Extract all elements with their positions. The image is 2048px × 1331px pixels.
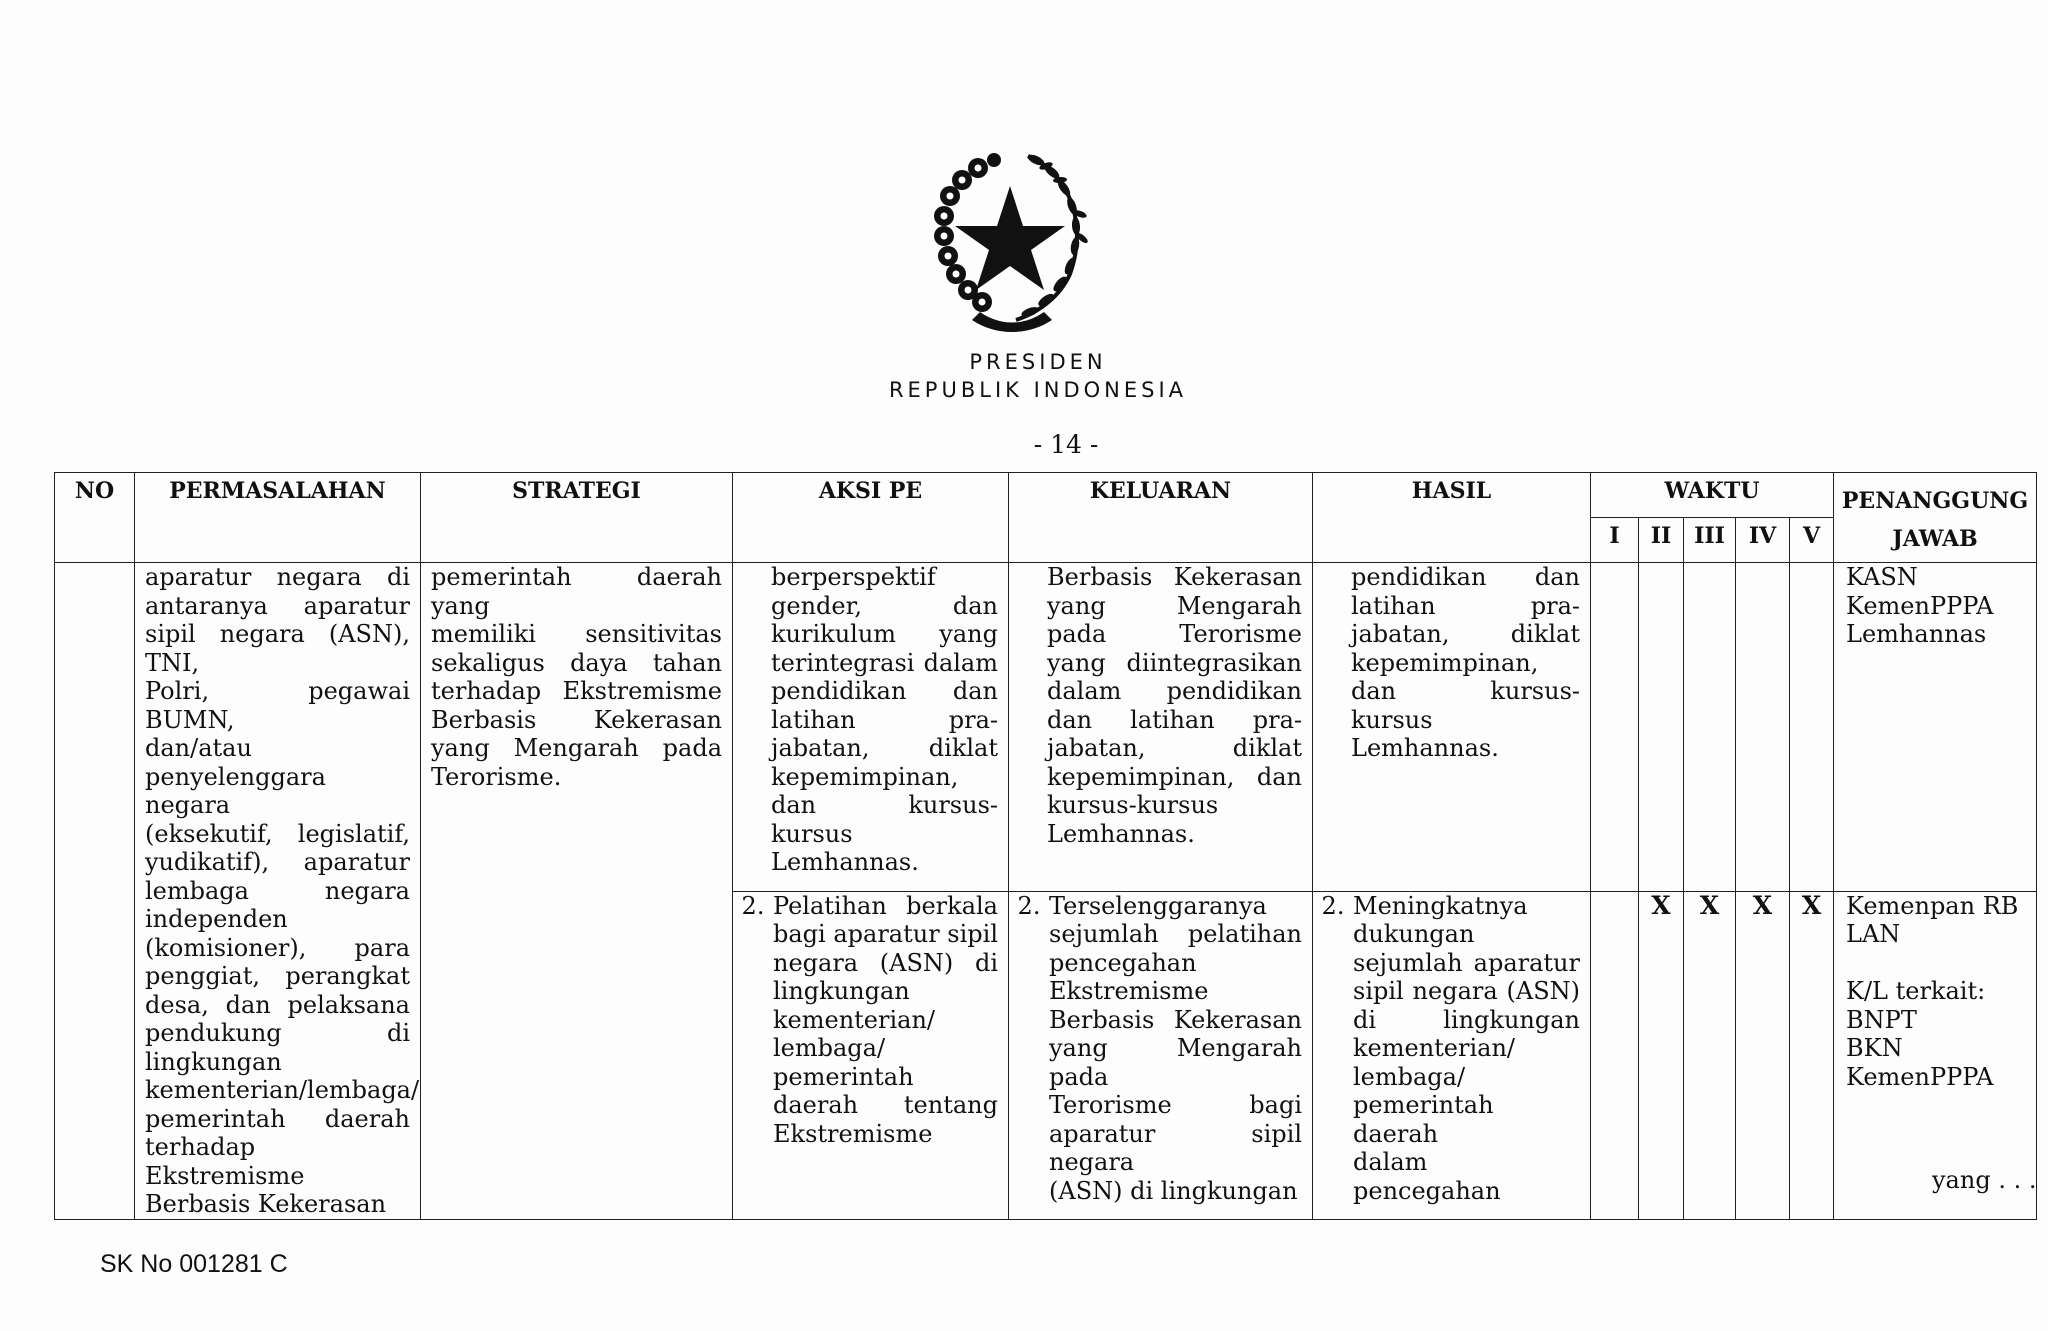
text-line: kementerian/lembaga/ xyxy=(145,1076,420,1104)
text-line: sejumlah aparatur xyxy=(1353,948,1580,977)
continuation-marker: yang . . . xyxy=(1932,1166,2037,1194)
text-line: kepemimpinan, dan xyxy=(1047,762,1302,791)
text-line: (komisioner), para xyxy=(145,933,410,962)
col-header-keluaran: KELUARAN xyxy=(1009,473,1313,563)
aksi-number: 2. xyxy=(741,891,765,920)
text-line: KemenPPPA xyxy=(1846,591,1994,620)
text-line: Berbasis Kekerasan xyxy=(145,1190,387,1218)
text-line: aparatur negara di xyxy=(145,563,410,591)
text-line: pendidikan dan xyxy=(771,677,998,705)
text-line: K/L terkait: xyxy=(1846,977,1986,1005)
text-line: KemenPPPA xyxy=(1846,1062,1994,1091)
action-plan-table xyxy=(54,472,2037,1220)
text-line: bagi aparatur sipil xyxy=(773,920,999,948)
text-line: yang Mengarah xyxy=(1047,591,1302,620)
col-header-no: NO xyxy=(55,473,135,563)
text-line: latihan pra- xyxy=(771,705,998,734)
waktu-col-4: IV xyxy=(1736,518,1790,563)
permasalahan-cell xyxy=(135,563,421,1220)
text-line: dalam pendidikan xyxy=(1047,677,1302,705)
text-line: jabatan, diklat xyxy=(771,734,998,762)
text-line: dan latihan pra- xyxy=(1047,705,1302,734)
col-header-permasalahan: PERMASALAHAN xyxy=(135,473,421,563)
hasil-text-1 xyxy=(1313,563,1590,763)
text-line: penggiat, perangkat xyxy=(145,962,410,990)
waktu-2-5: X xyxy=(1790,891,1834,1219)
text-line: dan kursus- xyxy=(1351,677,1580,705)
text-line: Terorisme. xyxy=(431,762,562,791)
text-line: Pelatihan berkala xyxy=(773,891,998,920)
text-line: Polri, pegawai BUMN, xyxy=(145,677,410,734)
text-line: pendukung di xyxy=(145,1019,410,1047)
text-line: pemerintah xyxy=(773,1062,914,1091)
table-row xyxy=(55,563,2037,892)
text-line: Ekstremisme xyxy=(773,1119,933,1148)
no-cell xyxy=(55,563,135,1220)
text-line: aparatur sipil negara xyxy=(1049,1119,1302,1176)
text-line: di lingkungan xyxy=(1353,1005,1580,1034)
text-line: Berbasis Kekerasan xyxy=(1049,1005,1302,1034)
text-line: pencegahan xyxy=(1049,948,1197,977)
text-line: independen xyxy=(145,905,288,933)
waktu-1-3 xyxy=(1684,563,1736,892)
waktu-2-2: X xyxy=(1639,891,1684,1219)
text-line: kursus xyxy=(771,819,853,848)
text-line: kurikulum yang xyxy=(771,620,998,648)
text-line: jabatan, diklat xyxy=(1047,734,1302,762)
text-line: Terselenggaranya xyxy=(1049,891,1267,920)
text-line: yudikatif), aparatur xyxy=(145,848,410,876)
text-line: antaranya aparatur xyxy=(145,591,410,620)
text-line: Ekstremisme xyxy=(1049,977,1209,1005)
responsible-cell-1 xyxy=(1834,563,2037,892)
text-line: (ASN) di lingkungan xyxy=(1049,1176,1298,1205)
text-line: terhadap xyxy=(145,1133,256,1161)
waktu-2-3: X xyxy=(1684,891,1736,1219)
text-line: penyelenggara negara xyxy=(145,762,326,819)
waktu-col-5: V xyxy=(1790,518,1834,563)
strategi-cell xyxy=(421,563,733,1220)
text-line xyxy=(1846,949,2036,978)
keluaran-text-1 xyxy=(1009,563,1312,848)
text-line: KASN xyxy=(1846,563,1918,591)
text-line: (eksekutif, legislatif, xyxy=(145,819,410,848)
keluaran-number: 2. xyxy=(1017,891,1041,920)
col-header-waktu: WAKTU xyxy=(1591,473,1834,518)
text-line: lembaga/ xyxy=(773,1034,886,1062)
text-line: yang Mengarah pada xyxy=(431,734,722,762)
text-line: Lemhannas. xyxy=(1047,819,1195,848)
text-line: Lemhannas xyxy=(1846,620,1987,648)
waktu-1-2 xyxy=(1639,563,1684,892)
text-line: yang diintegrasikan xyxy=(1047,648,1302,677)
aksi-cell-2 xyxy=(733,891,1009,1219)
text-line: sipil negara (ASN) xyxy=(1353,977,1580,1005)
text-line: Berbasis Kekerasan xyxy=(431,705,722,734)
keluaran-cell-2 xyxy=(1009,891,1313,1219)
text-line: berperspektif xyxy=(771,563,936,591)
page-number: - 14 - xyxy=(1033,430,1099,459)
strategi-text xyxy=(421,563,732,791)
text-line: yang Mengarah pada xyxy=(1049,1034,1302,1091)
text-line: pada Terorisme xyxy=(1047,620,1302,648)
hasil-cell-2 xyxy=(1313,891,1591,1219)
text-line: gender, dan xyxy=(771,591,998,620)
waktu-col-1: I xyxy=(1591,518,1639,563)
jawab-label: JAWAB xyxy=(1892,525,1978,552)
waktu-col-2: II xyxy=(1639,518,1684,563)
text-line: dalam pencegahan xyxy=(1353,1148,1501,1205)
text-line: Terorisme bagi xyxy=(1049,1091,1302,1119)
aksi-text-2 xyxy=(773,892,998,1149)
hasil-cell-1 xyxy=(1313,563,1591,892)
text-line: lembaga negara xyxy=(145,876,410,905)
col-header-penanggung-jawab xyxy=(1834,473,2037,563)
text-line: sejumlah pelatihan xyxy=(1049,920,1302,948)
text-line: pemerintah daerah yang xyxy=(431,563,722,620)
waktu-1-1 xyxy=(1591,563,1639,892)
text-line: kepemimpinan, xyxy=(1351,648,1539,677)
text-line: negara (ASN) di xyxy=(773,948,998,977)
text-line: LAN xyxy=(1846,920,1901,948)
document-code: SK No 001281 C xyxy=(100,1250,288,1278)
text-line: dan kursus- xyxy=(771,791,998,819)
hasil-number: 2. xyxy=(1321,891,1345,920)
col-header-aksi: AKSI PE xyxy=(733,473,1009,563)
hasil-text-2 xyxy=(1353,892,1580,1206)
aksi-cell-1 xyxy=(733,563,1009,892)
text-line: kursus-kursus xyxy=(1047,791,1219,819)
text-line: lingkungan xyxy=(145,1047,282,1076)
header-subtitle: REPUBLIK INDONESIA xyxy=(888,378,1188,402)
text-line: terintegrasi dalam xyxy=(771,648,998,677)
text-line: kepemimpinan, xyxy=(771,762,959,791)
text-line: pemerintah daerah xyxy=(145,1104,410,1133)
header-title: PRESIDEN xyxy=(969,350,1107,374)
text-line: latihan pra- xyxy=(1351,591,1580,620)
waktu-col-3: III xyxy=(1684,518,1736,563)
table-header-row xyxy=(55,473,2037,518)
penanggung-label: PENANGGUNG xyxy=(1841,487,2029,514)
text-line: Berbasis Kekerasan xyxy=(1047,563,1302,591)
responsible-text-2 xyxy=(1834,892,2036,1092)
text-line: lembaga/ xyxy=(1353,1062,1466,1091)
text-line: dukungan xyxy=(1353,920,1475,948)
waktu-1-4 xyxy=(1736,563,1790,892)
text-line: sekaligus daya tahan xyxy=(431,648,722,677)
text-line: pemerintah daerah xyxy=(1353,1091,1494,1148)
text-line: Meningkatnya xyxy=(1353,891,1528,920)
text-line: pendidikan dan xyxy=(1351,563,1580,591)
text-line: kursus xyxy=(1351,705,1433,734)
responsible-text-1 xyxy=(1834,563,2036,649)
permasalahan-text xyxy=(135,563,420,1219)
col-header-strategi: STRATEGI xyxy=(421,473,733,563)
presidential-emblem-icon xyxy=(920,144,1100,332)
text-line: lingkungan xyxy=(773,977,910,1005)
text-line: memiliki sensitivitas xyxy=(431,620,722,648)
keluaran-cell-1 xyxy=(1009,563,1313,892)
col-header-hasil: HASIL xyxy=(1313,473,1591,563)
text-line: Lemhannas. xyxy=(1351,734,1499,762)
text-line: BKN xyxy=(1846,1034,1903,1062)
text-line: terhadap Ekstremisme xyxy=(431,677,722,705)
text-line: BNPT xyxy=(1846,1005,1917,1034)
keluaran-text-2 xyxy=(1049,892,1302,1206)
text-line: dan/atau xyxy=(145,734,252,762)
text-line: Kemenpan RB xyxy=(1846,891,2019,920)
aksi-text-1 xyxy=(733,563,1008,877)
waktu-2-4: X xyxy=(1736,891,1790,1219)
waktu-2-1 xyxy=(1591,891,1639,1219)
text-line: Lemhannas. xyxy=(771,848,919,876)
text-line: kementerian/ xyxy=(773,1005,936,1034)
text-line: daerah tentang xyxy=(773,1091,998,1119)
text-line: sipil negara (ASN), TNI, xyxy=(145,620,410,677)
text-line: jabatan, diklat xyxy=(1351,620,1580,648)
waktu-1-5 xyxy=(1790,563,1834,892)
text-line: desa, dan pelaksana xyxy=(145,990,410,1019)
text-line: Ekstremisme xyxy=(145,1161,305,1190)
text-line: kementerian/ xyxy=(1353,1034,1516,1062)
